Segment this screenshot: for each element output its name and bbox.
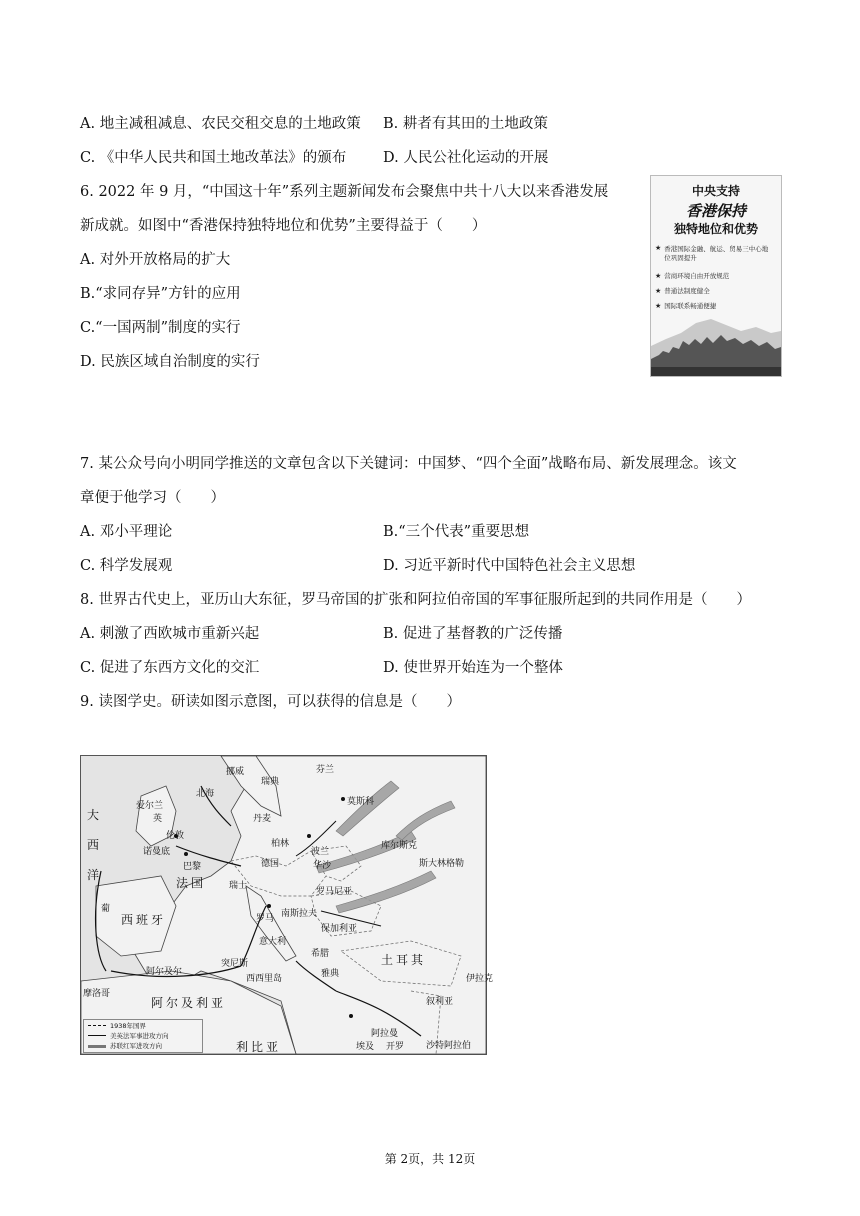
poster-bullet: ★ 国际联系畅通便捷 [655, 302, 717, 310]
map-label: 叙利亚 [426, 997, 454, 1007]
map-label: 伦敦 [166, 831, 185, 841]
legend-border-label: 1938年国界 [110, 1022, 147, 1030]
map-label: 华沙 [313, 861, 332, 871]
legend-soviet-swatch [88, 1045, 106, 1048]
map-label: 南斯拉夫 [281, 909, 318, 919]
map-label: 突尼斯 [221, 959, 249, 969]
poster-title-3: 独特地位和优势 [673, 222, 758, 236]
map-label: 西 [87, 838, 103, 852]
q7-option-c: C. 科学发展观 [80, 558, 173, 574]
poster-bullet: ★ 普通法制度健全 [655, 287, 710, 295]
map-label: 保加利亚 [321, 924, 358, 934]
map-label: 阿尔及利亚 [151, 996, 227, 1010]
legend-allied-swatch [88, 1035, 106, 1036]
map-label: 英 [153, 814, 163, 824]
map-label: 巴黎 [183, 862, 202, 872]
q6-stem-line2: 新成就。如图中“香港保持独特地位和优势”主要得益于（ ） [80, 218, 487, 234]
map-label: 爱尔兰 [136, 801, 164, 811]
map-label: 波兰 [311, 847, 330, 857]
q5-option-a: A. 地主减租减息、农民交租交息的土地政策 [80, 116, 361, 132]
legend-allied-label: 美英法军事进攻方向 [110, 1032, 169, 1040]
hong-kong-poster-image [650, 175, 782, 377]
map-label: 罗马 [256, 914, 275, 924]
q6-option-c: C.“一国两制”制度的实行 [80, 320, 241, 336]
poster-bullet: ★ 营商环境自由开放规范 [655, 272, 730, 280]
map-label: 西西里岛 [246, 974, 283, 984]
q8-option-b: B. 促进了基督教的广泛传播 [383, 626, 563, 642]
map-label: 雅典 [321, 969, 340, 979]
map-label: 库尔斯克 [381, 841, 418, 851]
q5-option-d: D. 人民公社化运动的开展 [383, 150, 549, 166]
q8-option-a: A. 刺激了西欧城市重新兴起 [80, 626, 260, 642]
q8-option-c: C. 促进了东西方文化的交汇 [80, 660, 260, 676]
legend-soviet-label: 苏联红军进攻方向 [110, 1042, 162, 1050]
map-label: 诺曼底 [143, 847, 171, 857]
q6-option-d: D. 民族区域自治制度的实行 [80, 354, 260, 370]
q7-stem-line2: 章便于他学习（ ） [80, 490, 225, 506]
page-footer: 第 2页，共 12页 [384, 1152, 476, 1166]
map-label: 法国 [176, 876, 207, 890]
q6-stem-line1: 6. 2022 年 9 月，“中国这十年”系列主题新闻发布会聚焦中共十八大以来香港发展 [80, 184, 609, 200]
legend-border-swatch [88, 1025, 106, 1026]
map-label: 意大利 [259, 937, 287, 947]
map-label: 阿尔及尔 [146, 967, 183, 977]
map-label: 德国 [261, 859, 280, 869]
map-label: 北海 [196, 789, 215, 799]
poster-title-2: 香港保持 [685, 202, 746, 220]
map-legend [83, 1019, 203, 1053]
q6-option-a: A. 对外开放格局的扩大 [80, 252, 231, 268]
map-label: 摩洛哥 [83, 989, 111, 999]
skyline-image [651, 311, 781, 376]
map-label: 土耳其 [381, 953, 427, 967]
map-label: 罗马尼亚 [316, 887, 353, 897]
map-label: 大 [87, 808, 103, 822]
q8-stem: 8. 世界古代史上，亚历山大东征，罗马帝国的扩张和阿拉伯帝国的军事征服所起到的共同作用是（ ） [80, 592, 751, 608]
q9-stem: 9. 读图学史。研读如图示意图，可以获得的信息是（ ） [80, 694, 461, 710]
map-label: 沙特阿拉伯 [426, 1041, 472, 1051]
q7-option-a: A. 邓小平理论 [80, 524, 173, 540]
map-label: 斯大林格勒 [419, 859, 465, 869]
q7-option-b: B.“三个代表”重要思想 [383, 524, 530, 540]
map-label: 挪威 [226, 767, 245, 777]
map-label: 阿拉曼 [371, 1029, 399, 1039]
q5-option-c: C. 《中华人民共和国土地改革法》的颁布 [80, 150, 347, 166]
q7-option-d: D. 习近平新时代中国特色社会主义思想 [383, 558, 636, 574]
map-label: 葡 [101, 904, 111, 914]
q7-stem-line1: 7. 某公众号向小明同学推送的文章包含以下关键词：中国梦、“四个全面”战略布局、新发展理念。该文 [80, 456, 737, 472]
map-label: 丹麦 [253, 814, 272, 824]
poster-bullet: ★ 香港国际金融、航运、贸易三中心地位巩固提升 [655, 244, 769, 262]
map-label: 柏林 [271, 839, 290, 849]
map-label: 西班牙 [121, 913, 167, 927]
map-label: 伊拉克 [466, 974, 494, 984]
map-label: 瑞士 [229, 881, 248, 891]
q8-option-d: D. 使世界开始连为一个整体 [383, 660, 563, 676]
q6-option-b: B.“求同存异”方针的应用 [80, 286, 241, 302]
map-label: 埃及 [356, 1042, 375, 1052]
map-label: 利比亚 [236, 1040, 282, 1054]
q5-option-b: B. 耕者有其田的土地政策 [383, 116, 548, 132]
map-label: 希腊 [311, 949, 330, 959]
map-label: 芬兰 [316, 765, 335, 775]
ww2-europe-map [80, 755, 494, 1055]
map-label: 瑞典 [261, 777, 280, 787]
poster-title-1: 中央支持 [691, 184, 740, 198]
map-label: 莫斯科 [347, 797, 375, 807]
map-label: 洋 [87, 868, 103, 882]
map-label: 开罗 [386, 1042, 405, 1052]
